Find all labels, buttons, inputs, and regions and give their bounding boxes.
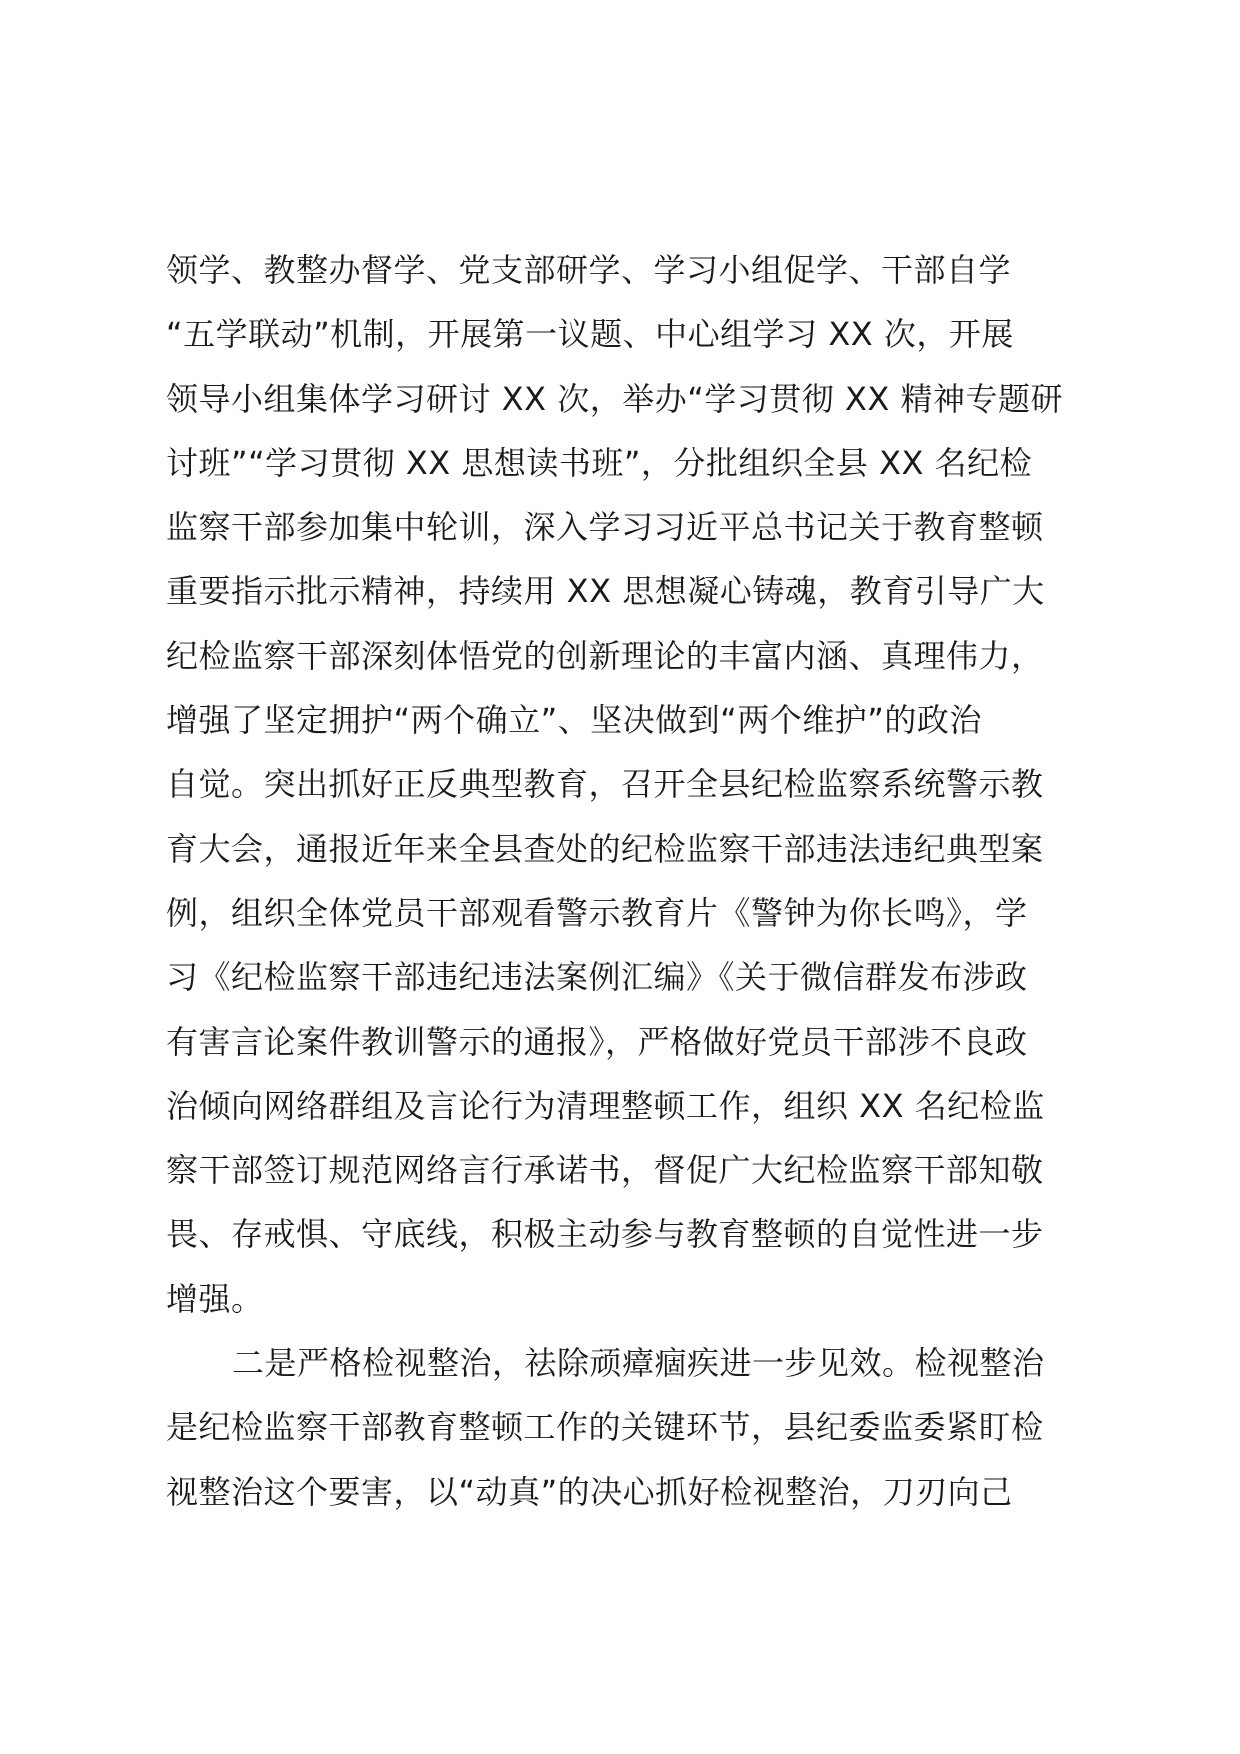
text-line: 监察干部参加集中轮训，深入学习习近平总书记关于教育整顿: [166, 508, 1044, 547]
text-line: 纪检监察干部深刻体悟党的创新理论的丰富内涵、真理伟力，: [166, 636, 1044, 675]
text-line: 视整治这个要害，以“动真”的决心抓好检视整治，刀刃向己: [166, 1472, 1013, 1511]
text-line: 治倾向网络群组及言论行为清理整顿工作，组织 XX 名纪检监: [166, 1086, 1045, 1125]
text-line: 增强。: [166, 1279, 264, 1318]
text-line: 例，组织全体党员干部观看警示教育片《警钟为你长鸣》，学: [166, 893, 1028, 932]
text-line: “五学联动”机制，开展第一议题、中心组学习 XX 次，开展: [166, 315, 1014, 354]
text-line: 讨班”“学习贯彻 XX 思想读书班”，分批组织全县 XX 名纪检: [166, 443, 1033, 482]
text-line: 领导小组集体学习研讨 XX 次，举办“学习贯彻 XX 精神专题研: [166, 379, 1063, 418]
text-line: 增强了坚定拥护“两个确立”、坚决做到“两个维护”的政治: [166, 701, 982, 740]
text-line: 自觉。突出抓好正反典型教育，召开全县纪检监察系统警示教: [166, 765, 1044, 804]
text-line: 有害言论案件教训警示的通报》，严格做好党员干部涉不良政: [166, 1022, 1028, 1061]
text-line: 畏、存戒惧、守底线，积极主动参与教育整顿的自觉性进一步: [166, 1215, 1044, 1254]
text-line: 是纪检监察干部教育整顿工作的关键环节，县纪委监委紧盯检: [166, 1408, 1044, 1447]
body-text: [166, 238, 1086, 1524]
text-line: 习《纪检监察干部违纪违法案例汇编》《关于微信群发布涉政: [166, 958, 1028, 997]
paragraph-start-line: 二是严格检视整治，祛除顽瘴痼疾进一步见效。检视整治: [232, 1344, 1045, 1383]
text-line: 察干部签订规范网络言行承诺书，督促广大纪检监察干部知敬: [166, 1151, 1044, 1190]
text-line: 重要指示批示精神，持续用 XX 思想凝心铸魂，教育引导广大: [166, 572, 1045, 611]
text-line: 育大会，通报近年来全县查处的纪检监察干部违法违纪典型案: [166, 829, 1044, 868]
text-line: 领学、教整办督学、党支部研学、学习小组促学、干部自学: [166, 251, 1012, 289]
